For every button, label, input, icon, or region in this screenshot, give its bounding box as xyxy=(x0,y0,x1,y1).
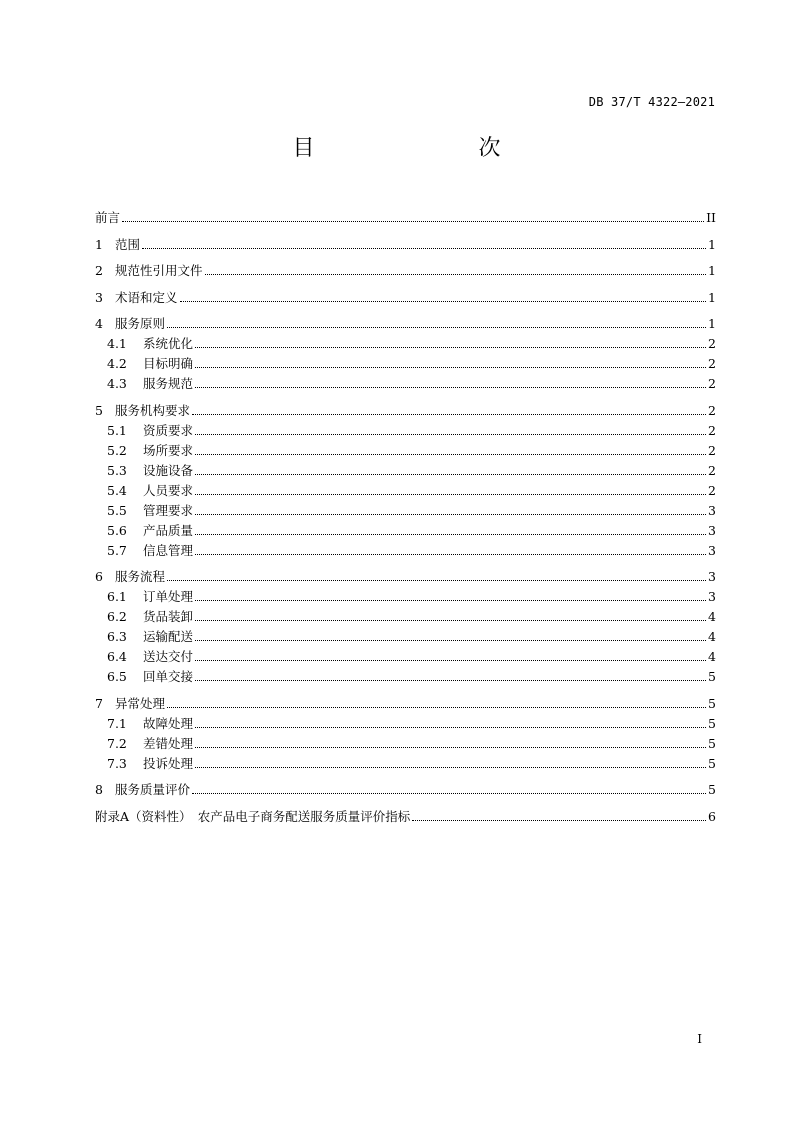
toc-entry-number: 7.2 xyxy=(107,735,127,751)
toc-entry[interactable] xyxy=(95,285,716,305)
toc-entry-number: 5.7 xyxy=(107,542,127,558)
toc-entry-number: 1 xyxy=(95,236,103,252)
toc-entry-label: 前言 xyxy=(95,210,121,225)
toc-entry-number: 7 xyxy=(95,695,103,711)
toc-entry-number: 4.2 xyxy=(107,356,127,371)
toc-entry[interactable] xyxy=(95,538,716,558)
toc-dot-leader xyxy=(195,454,706,455)
toc-dot-leader xyxy=(195,727,706,728)
toc-entry-label: 服务规范 xyxy=(143,376,194,391)
toc-entry-label: 回单交接 xyxy=(143,669,194,684)
table-of-contents xyxy=(95,205,716,824)
toc-entry[interactable] xyxy=(95,498,716,518)
toc-dot-leader xyxy=(195,554,706,555)
toc-entry-label: 服务原则 xyxy=(115,316,166,331)
toc-entry-label: 订单处理 xyxy=(143,589,194,604)
toc-entry-page: 2 xyxy=(708,462,716,478)
toc-entry[interactable] xyxy=(95,478,716,498)
toc-entry-label: 送达交付 xyxy=(143,649,194,664)
toc-entry-label: 异常处理 xyxy=(115,695,166,711)
toc-entry-label: 故障处理 xyxy=(143,715,194,731)
toc-entry-label: 产品质量 xyxy=(143,522,194,538)
toc-dot-leader xyxy=(195,640,706,641)
toc-entry-number: 6.5 xyxy=(107,669,127,684)
toc-entry-label: 附录A（资料性） 农产品电子商务配送服务质量评价指标 xyxy=(95,808,411,824)
toc-dot-leader xyxy=(205,274,707,275)
toc-entry-page: 3 xyxy=(708,502,716,518)
toc-entry-number: 5.5 xyxy=(107,502,127,518)
toc-entry[interactable] xyxy=(95,438,716,458)
toc-entry[interactable] xyxy=(95,258,716,278)
toc-entry[interactable] xyxy=(95,518,716,538)
toc-dot-leader xyxy=(195,367,706,368)
toc-entry-page: 4 xyxy=(708,649,716,664)
toc-dot-leader xyxy=(167,580,706,581)
toc-dot-leader xyxy=(195,434,706,435)
toc-entry[interactable] xyxy=(95,604,716,624)
toc-entry-number: 7.3 xyxy=(107,755,127,771)
toc-entry-label: 信息管理 xyxy=(143,542,194,558)
toc-dot-leader xyxy=(195,680,706,681)
toc-entry[interactable] xyxy=(95,711,716,731)
toc-entry-label: 差错处理 xyxy=(143,735,194,751)
toc-entry-page: 5 xyxy=(708,715,716,731)
toc-entry-number: 7.1 xyxy=(107,715,127,731)
toc-entry-page: 2 xyxy=(708,356,716,371)
toc-dot-leader xyxy=(167,707,706,708)
toc-entry-number: 2 xyxy=(95,263,103,278)
toc-entry-label: 系统优化 xyxy=(143,336,194,351)
toc-entry[interactable] xyxy=(95,458,716,478)
toc-dot-leader xyxy=(142,248,706,249)
toc-entry-page: 6 xyxy=(708,808,716,824)
toc-dot-leader xyxy=(195,514,706,515)
toc-dot-leader xyxy=(195,347,706,348)
toc-entry[interactable] xyxy=(95,731,716,751)
toc-entry-label: 服务质量评价 xyxy=(115,782,191,797)
toc-entry-label: 目标明确 xyxy=(143,356,194,371)
toc-entry-label: 管理要求 xyxy=(143,502,194,518)
toc-entry-page: 4 xyxy=(708,629,716,644)
toc-dot-leader xyxy=(195,600,706,601)
toc-entry[interactable] xyxy=(95,804,716,824)
toc-entry-label: 设施设备 xyxy=(143,462,194,478)
toc-dot-leader xyxy=(195,387,706,388)
toc-entry[interactable] xyxy=(95,398,716,418)
toc-entry-page: 3 xyxy=(708,542,716,558)
toc-dot-leader xyxy=(195,620,706,621)
toc-dot-leader xyxy=(195,747,706,748)
toc-entry-label: 货品装卸 xyxy=(143,609,194,624)
toc-entry-page: 2 xyxy=(708,482,716,498)
toc-entry[interactable] xyxy=(95,691,716,711)
toc-entry-page: 3 xyxy=(708,522,716,538)
toc-entry[interactable] xyxy=(95,205,716,225)
toc-entry-page: 5 xyxy=(708,695,716,711)
toc-entry-label: 人员要求 xyxy=(143,482,194,498)
toc-entry[interactable] xyxy=(95,351,716,371)
toc-entry-number: 6.3 xyxy=(107,629,127,644)
toc-entry[interactable] xyxy=(95,624,716,644)
toc-entry-number: 8 xyxy=(95,782,103,797)
toc-entry[interactable] xyxy=(95,418,716,438)
toc-entry-page: 5 xyxy=(708,735,716,751)
toc-entry[interactable] xyxy=(95,664,716,684)
document-code: DB 37/T 4322—2021 xyxy=(588,95,715,109)
toc-entry-label: 术语和定义 xyxy=(115,289,178,305)
toc-entry[interactable] xyxy=(95,584,716,604)
toc-dot-leader xyxy=(195,474,706,475)
toc-entry-page: 2 xyxy=(708,336,716,351)
toc-dot-leader xyxy=(195,494,706,495)
toc-entry[interactable] xyxy=(95,371,716,391)
page-title: 目 次 xyxy=(292,136,541,161)
toc-entry-page: 1 xyxy=(708,263,716,278)
toc-entry-number: 5.4 xyxy=(107,482,127,498)
toc-dot-leader xyxy=(412,820,706,821)
toc-dot-leader xyxy=(195,767,706,768)
toc-entry-page: 1 xyxy=(708,236,716,252)
toc-entry[interactable] xyxy=(95,751,716,771)
toc-entry[interactable] xyxy=(95,777,716,797)
toc-entry-number: 5 xyxy=(95,402,103,418)
toc-entry-label: 投诉处理 xyxy=(143,755,194,771)
toc-entry-number: 4.1 xyxy=(107,336,127,351)
toc-entry-number: 4 xyxy=(95,316,103,331)
toc-entry-page: 3 xyxy=(708,569,716,584)
toc-entry-number: 5.3 xyxy=(107,462,127,478)
toc-entry-label: 规范性引用文件 xyxy=(115,263,203,278)
toc-entry-page: 2 xyxy=(708,376,716,391)
toc-dot-leader xyxy=(192,793,706,794)
toc-entry-page: 5 xyxy=(708,755,716,771)
toc-entry-label: 资质要求 xyxy=(143,422,194,438)
toc-entry-label: 场所要求 xyxy=(143,442,194,458)
toc-entry-number: 5.6 xyxy=(107,522,127,538)
toc-entry-label: 服务机构要求 xyxy=(115,402,191,418)
toc-entry-page: 2 xyxy=(708,422,716,438)
toc-entry-number: 5.2 xyxy=(107,442,127,458)
toc-entry-page: 4 xyxy=(708,609,716,624)
toc-entry-page: 2 xyxy=(708,442,716,458)
toc-entry-label: 服务流程 xyxy=(115,569,166,584)
toc-entry-number: 6.2 xyxy=(107,609,127,624)
toc-entry-page: 5 xyxy=(708,782,716,797)
toc-entry-number: 6.1 xyxy=(107,589,127,604)
toc-entry-label: 范围 xyxy=(115,236,141,252)
toc-dot-leader xyxy=(192,414,706,415)
toc-entry-number: 6.4 xyxy=(107,649,127,664)
toc-dot-leader xyxy=(195,534,706,535)
toc-entry-number: 6 xyxy=(95,569,103,584)
toc-entry-number: 4.3 xyxy=(107,376,127,391)
toc-entry-page: 3 xyxy=(708,589,716,604)
toc-entry[interactable] xyxy=(95,564,716,584)
toc-entry-number: 3 xyxy=(95,289,103,305)
toc-entry-page: 1 xyxy=(708,289,716,305)
toc-dot-leader xyxy=(122,221,704,222)
toc-dot-leader xyxy=(167,327,706,328)
toc-entry[interactable] xyxy=(95,232,716,252)
page-number: I xyxy=(697,1032,702,1046)
toc-entry-page: 1 xyxy=(708,316,716,331)
toc-entry-page: II xyxy=(706,210,716,225)
toc-entry[interactable] xyxy=(95,331,716,351)
toc-entry-page: 2 xyxy=(708,402,716,418)
toc-entry-number: 5.1 xyxy=(107,422,127,438)
toc-entry-label: 运输配送 xyxy=(143,629,194,644)
toc-entry[interactable] xyxy=(95,644,716,664)
toc-dot-leader xyxy=(195,660,706,661)
toc-entry[interactable] xyxy=(95,311,716,331)
toc-dot-leader xyxy=(180,301,707,302)
toc-entry-page: 5 xyxy=(708,669,716,684)
